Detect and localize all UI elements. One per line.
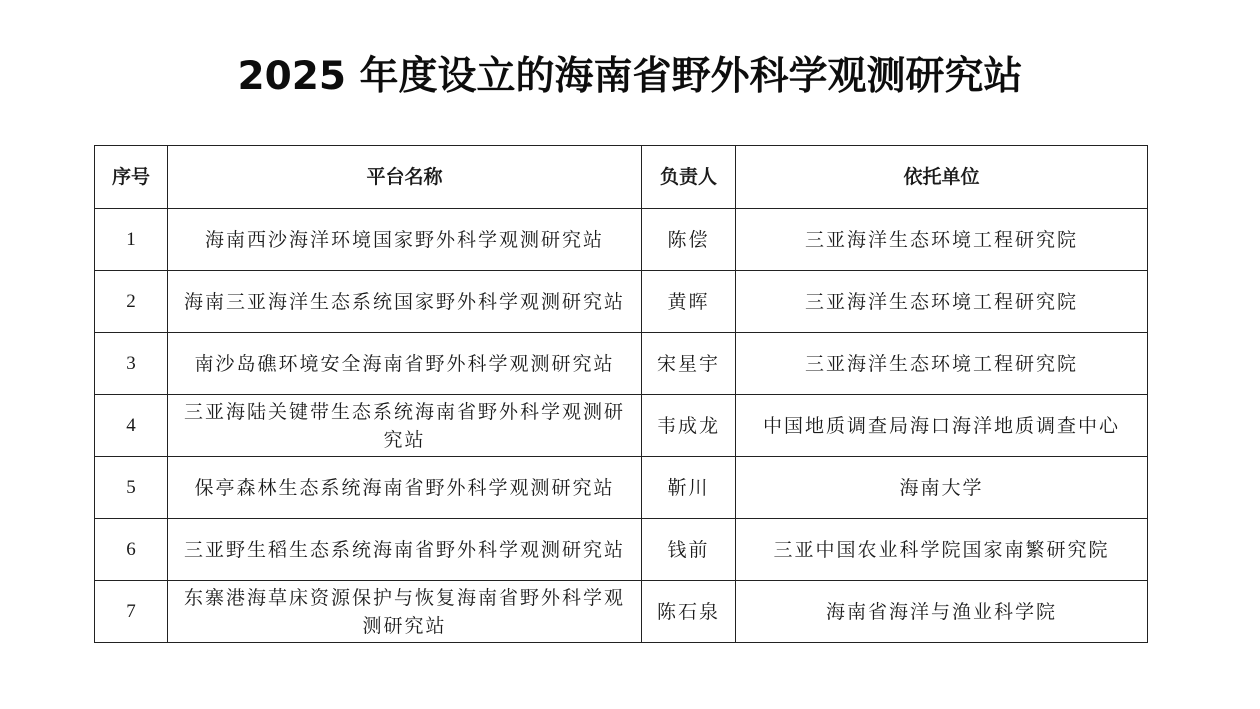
header-host-unit: 依托单位: [736, 146, 1148, 209]
table-row: [95, 457, 1148, 519]
leader-cell: 陈石泉: [642, 581, 736, 643]
table-row: [95, 519, 1148, 581]
table-row: [95, 271, 1148, 333]
table-row: [95, 395, 1148, 457]
platform-name-cell: 保亭森林生态系统海南省野外科学观测研究站: [168, 457, 642, 519]
serial-number-cell: 3: [95, 333, 168, 395]
platform-name-cell: 海南三亚海洋生态系统国家野外科学观测研究站: [168, 271, 642, 333]
serial-number-cell: 1: [95, 209, 168, 271]
host-unit-cell: 三亚海洋生态环境工程研究院: [736, 333, 1148, 395]
host-unit-cell: 三亚海洋生态环境工程研究院: [736, 209, 1148, 271]
host-unit-cell: 三亚海洋生态环境工程研究院: [736, 271, 1148, 333]
serial-number-cell: 5: [95, 457, 168, 519]
header-serial-number: 序号: [95, 146, 168, 209]
platform-name-cell: 海南西沙海洋环境国家野外科学观测研究站: [168, 209, 642, 271]
platform-name-cell: 南沙岛礁环境安全海南省野外科学观测研究站: [168, 333, 642, 395]
host-unit-cell: 海南大学: [736, 457, 1148, 519]
platform-name-cell: 东寨港海草床资源保护与恢复海南省野外科学观测研究站: [168, 581, 642, 643]
serial-number-cell: 2: [95, 271, 168, 333]
leader-cell: 陈偿: [642, 209, 736, 271]
platform-name-cell: 三亚野生稻生态系统海南省野外科学观测研究站: [168, 519, 642, 581]
leader-cell: 宋星宇: [642, 333, 736, 395]
header-leader: 负责人: [642, 146, 736, 209]
leader-cell: 钱前: [642, 519, 736, 581]
serial-number-cell: 6: [95, 519, 168, 581]
table-header-row: [95, 146, 1148, 209]
table-row: [95, 209, 1148, 271]
page-title: 2025 年度设立的海南省野外科学观测研究站: [237, 54, 1023, 99]
serial-number-cell: 4: [95, 395, 168, 457]
table-row: [95, 581, 1148, 643]
header-platform-name: 平台名称: [168, 146, 642, 209]
host-unit-cell: 三亚中国农业科学院国家南繁研究院: [736, 519, 1148, 581]
serial-number-cell: 7: [95, 581, 168, 643]
leader-cell: 韦成龙: [642, 395, 736, 457]
host-unit-cell: 中国地质调查局海口海洋地质调查中心: [736, 395, 1148, 457]
host-unit-cell: 海南省海洋与渔业科学院: [736, 581, 1148, 643]
platform-name-cell: 三亚海陆关键带生态系统海南省野外科学观测研究站: [168, 395, 642, 457]
leader-cell: 黄晖: [642, 271, 736, 333]
table-row: [95, 333, 1148, 395]
stations-table: [94, 145, 1148, 643]
leader-cell: 靳川: [642, 457, 736, 519]
